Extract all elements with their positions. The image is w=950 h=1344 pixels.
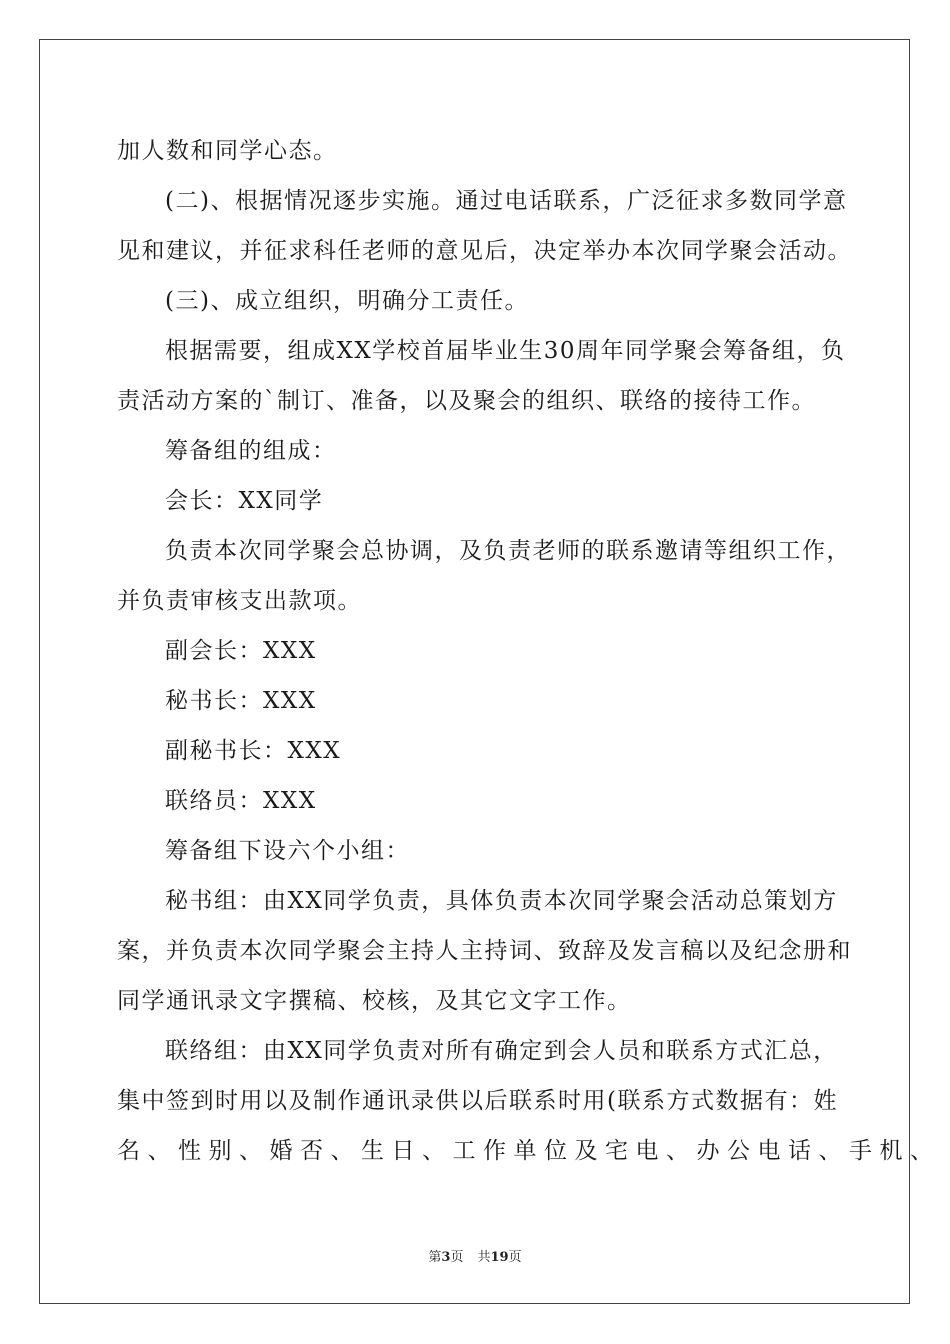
paragraph-line: 责活动方案的`制订、准备，以及聚会的组织、联络的接待工作。 xyxy=(117,388,816,414)
paragraph-line: 见和建议，并征求科任老师的意见后，决定举办本次同学聚会活动。 xyxy=(117,238,852,264)
paragraph-line: 集中签到时用以及制作通讯录供以后联系时用(联系方式数据有：姓 xyxy=(117,1088,838,1114)
paragraph-line: 筹备组下设六个小组： xyxy=(165,838,410,864)
document-body xyxy=(117,126,941,1176)
paragraph-line: 会长：XX同学 xyxy=(165,488,324,514)
paragraph-line: 同学通讯录文字撰稿、校核，及其它文字工作。 xyxy=(117,988,632,1014)
paragraph-line: 副秘书长：XXX xyxy=(165,738,342,764)
paragraph-line: (三)、成立组织，明确分工责任。 xyxy=(165,288,529,314)
paragraph-line: 筹备组的组成： xyxy=(165,438,337,464)
paragraph-line: 联络组：由XX同学负责对所有确定到会人员和联系方式汇总， xyxy=(165,1038,838,1064)
paragraph-line: 联络员：XXX xyxy=(165,788,317,814)
paragraph-line: (二)、根据情况逐步实施。通过电话联系，广泛征求多数同学意 xyxy=(165,188,848,214)
paragraph-line: 加人数和同学心态。 xyxy=(117,138,338,164)
paragraph-line: 秘书长：XXX xyxy=(165,688,317,714)
paragraph-line: 副会长：XXX xyxy=(165,638,317,664)
paragraph-line: 负责本次同学聚会总协调，及负责老师的联系邀请等组织工作， xyxy=(165,538,851,564)
paragraph-line: 根据需要，组成XX学校首届毕业生30周年同学聚会筹备组，负 xyxy=(165,338,846,364)
paragraph-line: 并负责审核支出款项。 xyxy=(117,588,362,614)
total-pages-label: 共19页 xyxy=(477,1250,522,1265)
page-number-label: 第3页 xyxy=(428,1250,464,1265)
paragraph-line: 秘书组：由XX同学负责，具体负责本次同学聚会活动总策划方 xyxy=(165,888,838,914)
paragraph-line: 案，并负责本次同学聚会主持人主持词、致辞及发言稿以及纪念册和 xyxy=(117,938,852,964)
paragraph-line: 名、性别、婚否、生日、工作单位及宅电、办公电话、手机、 xyxy=(117,1138,941,1164)
page-footer xyxy=(0,1246,950,1265)
